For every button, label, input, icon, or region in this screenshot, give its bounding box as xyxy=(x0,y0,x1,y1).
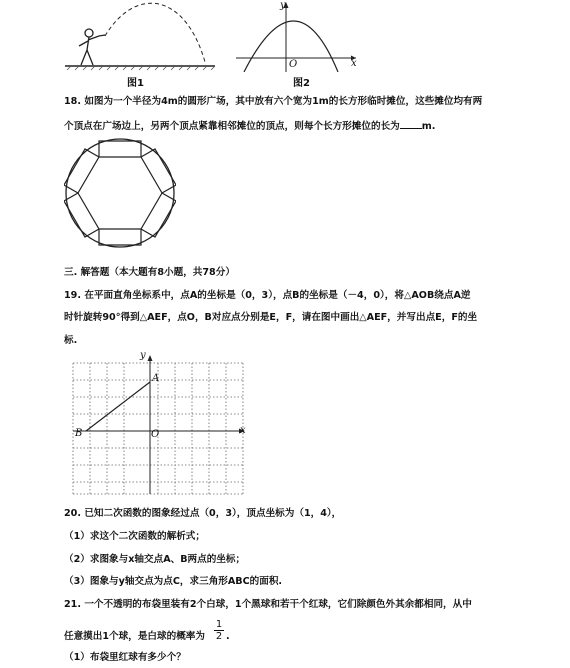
figure-2-caption: 图2 xyxy=(293,78,310,89)
q19-origin-label: O xyxy=(151,429,160,440)
fig2-origin-label: O xyxy=(289,59,298,70)
fig2-x-axis-label: x xyxy=(351,58,357,69)
fraction-denominator: 2 xyxy=(215,631,223,642)
q19-x-axis-label: x xyxy=(240,425,246,436)
section-3-title: 三. 解答题（本大题有8小题，共78分） xyxy=(64,267,235,278)
stall-top xyxy=(99,141,141,157)
q21-part1: （1）布袋里红球有多少个？ xyxy=(64,652,186,663)
figure-2-parabola-graph xyxy=(236,0,361,72)
figure-1-throw-illustration xyxy=(65,0,225,72)
q21-text-line1: 21. 一个不透明的布袋里装有2个白球，1个黑球和若干个红球，它们除颜色外其余都相同，从中 xyxy=(64,599,472,610)
q19-point-B-label: B xyxy=(75,428,83,439)
inner-hexagon xyxy=(78,157,162,229)
q18-text-line1: 18. 如图为一个半径为4m的圆形广场，其中放有六个宽为1m的长方形临时摊位，这些摊位均有两 xyxy=(64,96,483,107)
q19-text-line3: 标. xyxy=(64,335,78,346)
ball-trajectory-dashed xyxy=(105,3,205,62)
answer-blank xyxy=(400,118,422,129)
thrower-figure xyxy=(79,29,105,65)
q19-text-line2: 时针旋转90°得到△AEF，点O，B对应点分别是E，F，请在图中画出△AEF，并写出点E，F的坐 xyxy=(64,312,478,323)
q21-line2-end: . xyxy=(226,631,230,642)
q19-text-line1: 19. 在平面直角坐标系中，点A的坐标是（0，3），点B的坐标是（－4，0），将△AOB绕点A逆 xyxy=(64,290,471,301)
segment-AB xyxy=(86,382,150,431)
q21-text-line2: 任意摸出1个球，是白球的概率为 xyxy=(64,631,205,642)
q20-intro: 20. 已知二次函数的图象经过点（0，3），顶点坐标为（1，4）， xyxy=(64,508,342,519)
q20-part3: （3）图象与y轴交点为点C，求三角形ABC的面积. xyxy=(64,576,283,587)
fraction-numerator: 1 xyxy=(215,619,223,630)
q19-y-axis-label: y xyxy=(140,350,146,361)
figure-1-caption: 图1 xyxy=(127,78,144,89)
q20-part2: （2）求图象与x轴交点A、B两点的坐标； xyxy=(64,554,246,565)
q19-point-A-label: A xyxy=(152,373,160,384)
fig2-y-axis-label: y xyxy=(280,0,286,11)
q20-part1: （1）求这个二次函数的解析式； xyxy=(64,531,205,542)
stall-bottom xyxy=(99,229,141,245)
q18-text-line2: 个顶点在广场边上，另两个顶点紧靠相邻摊位的顶点，则每个长方形摊位的长为 m. xyxy=(64,118,435,134)
q18-circle-square-stalls-figure xyxy=(64,137,176,249)
fraction-one-half xyxy=(213,619,225,642)
